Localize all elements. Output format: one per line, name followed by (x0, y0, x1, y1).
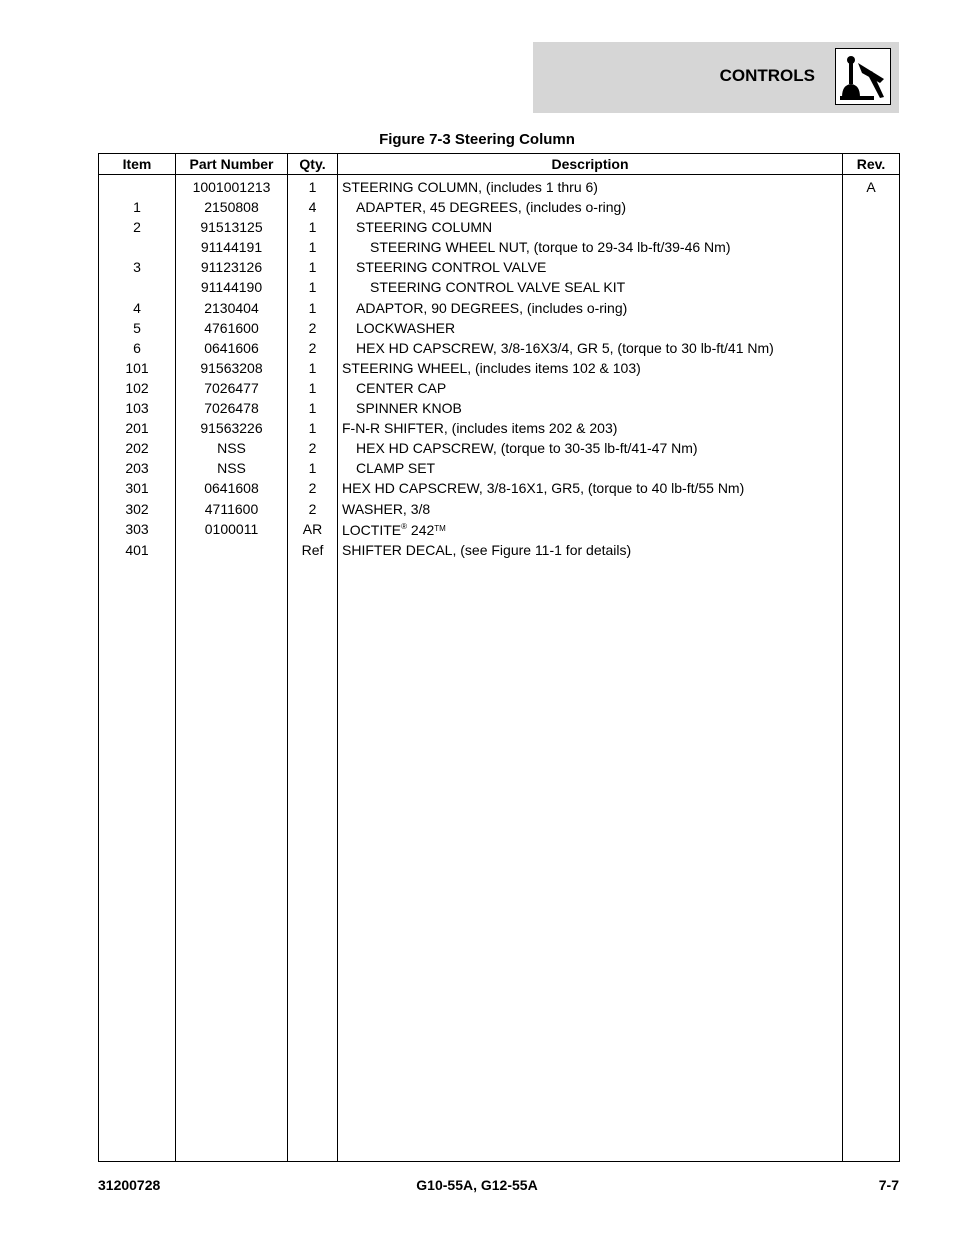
cell-qty: 1 (288, 418, 338, 438)
cell-rev (843, 237, 900, 257)
table-row (99, 298, 900, 318)
cell-description: STEERING WHEEL NUT, (torque to 29-34 lb-ft/39-46 Nm) (338, 237, 843, 257)
cell-description: ADAPTER, 45 DEGREES, (includes o-ring) (338, 197, 843, 217)
cell-description: HEX HD CAPSCREW, 3/8-16X1, GR5, (torque to 40 lb-ft/55 Nm) (338, 478, 843, 498)
registered-mark: ® (401, 521, 408, 531)
cell-part-number: 91123126 (176, 257, 288, 277)
cell-part-number: 1001001213 (176, 175, 288, 198)
filler-cell (99, 560, 176, 1162)
table-row (99, 378, 900, 398)
cell-qty: 1 (288, 217, 338, 237)
cell-item: 202 (99, 438, 176, 458)
cell-part-number: 91144191 (176, 237, 288, 257)
cell-item (99, 237, 176, 257)
cell-description: STEERING WHEEL, (includes items 102 & 103) (338, 358, 843, 378)
cell-rev (843, 458, 900, 478)
cell-item: 301 (99, 478, 176, 498)
cell-description: F-N-R SHIFTER, (includes items 202 & 203) (338, 418, 843, 438)
cell-item: 4 (99, 298, 176, 318)
table-row (99, 540, 900, 560)
cell-item: 401 (99, 540, 176, 560)
cell-item: 2 (99, 217, 176, 237)
cell-description: STEERING CONTROL VALVE (338, 257, 843, 277)
figure-title: Figure 7-3 Steering Column (379, 131, 575, 148)
cell-part-number: 0641606 (176, 338, 288, 358)
header-description: Description (338, 154, 843, 175)
cell-qty: Ref (288, 540, 338, 560)
cell-rev (843, 277, 900, 297)
cell-item (99, 175, 176, 198)
filler-cell (176, 560, 288, 1162)
cell-description: STEERING COLUMN (338, 217, 843, 237)
description-tail: 242 (407, 521, 435, 538)
cell-description: CLAMP SET (338, 458, 843, 478)
cell-rev (843, 398, 900, 418)
cell-part-number: 91144190 (176, 277, 288, 297)
header-rev: Rev. (843, 154, 900, 175)
cell-qty: 1 (288, 277, 338, 297)
cell-qty: 1 (288, 175, 338, 198)
table-row (99, 478, 900, 498)
cell-qty: 4 (288, 197, 338, 217)
cell-description: STEERING COLUMN, (includes 1 thru 6) (338, 175, 843, 198)
table-row (99, 338, 900, 358)
table-row (99, 257, 900, 277)
cell-rev (843, 318, 900, 338)
cell-part-number: 91563226 (176, 418, 288, 438)
footer-models: G10-55A, G12-55A (416, 1177, 538, 1193)
cell-part-number (176, 540, 288, 560)
cell-rev (843, 257, 900, 277)
controls-lever-icon (835, 48, 891, 105)
table-row (99, 418, 900, 438)
cell-qty: 1 (288, 398, 338, 418)
cell-description: HEX HD CAPSCREW, (torque to 30-35 lb-ft/41-47 Nm) (338, 438, 843, 458)
cell-part-number: 0100011 (176, 519, 288, 540)
table-row (99, 197, 900, 217)
cell-rev: A (843, 175, 900, 198)
cell-rev (843, 338, 900, 358)
cell-rev (843, 378, 900, 398)
table-row (99, 318, 900, 338)
table-row (99, 217, 900, 237)
cell-rev (843, 478, 900, 498)
cell-item: 1 (99, 197, 176, 217)
cell-part-number: 7026478 (176, 398, 288, 418)
cell-item: 6 (99, 338, 176, 358)
footer-page-number: 7-7 (878, 1177, 899, 1193)
cell-qty: 2 (288, 438, 338, 458)
section-header (533, 42, 899, 113)
table-row (99, 519, 900, 540)
cell-part-number: 4711600 (176, 499, 288, 519)
cell-part-number: 91513125 (176, 217, 288, 237)
cell-item: 5 (99, 318, 176, 338)
table-filler-row (99, 560, 900, 1162)
table-row (99, 438, 900, 458)
cell-item: 203 (99, 458, 176, 478)
cell-part-number: 2130404 (176, 298, 288, 318)
cell-item: 302 (99, 499, 176, 519)
cell-qty: 1 (288, 358, 338, 378)
cell-part-number: 4761600 (176, 318, 288, 338)
cell-item (99, 277, 176, 297)
cell-qty: 1 (288, 378, 338, 398)
cell-description: STEERING CONTROL VALVE SEAL KIT (338, 277, 843, 297)
cell-item: 3 (99, 257, 176, 277)
parts-table (98, 153, 900, 1162)
cell-description: ADAPTOR, 90 DEGREES, (includes o-ring) (338, 298, 843, 318)
cell-rev (843, 197, 900, 217)
filler-cell (288, 560, 338, 1162)
cell-rev (843, 540, 900, 560)
description-text: LOCTITE (342, 521, 402, 538)
cell-qty: 2 (288, 338, 338, 358)
cell-qty: 2 (288, 478, 338, 498)
cell-item: 101 (99, 358, 176, 378)
table-row (99, 458, 900, 478)
cell-rev (843, 519, 900, 540)
cell-rev (843, 217, 900, 237)
filler-cell (338, 560, 843, 1162)
cell-qty: 1 (288, 237, 338, 257)
cell-description: LOCKWASHER (338, 318, 843, 338)
cell-rev (843, 499, 900, 519)
cell-qty: AR (288, 519, 338, 540)
cell-description: WASHER, 3/8 (338, 499, 843, 519)
cell-item: 303 (99, 519, 176, 540)
cell-part-number: NSS (176, 438, 288, 458)
table-row (99, 175, 900, 198)
cell-qty: 1 (288, 298, 338, 318)
cell-item: 201 (99, 418, 176, 438)
cell-description: SPINNER KNOB (338, 398, 843, 418)
table-row (99, 358, 900, 378)
cell-part-number: 91563208 (176, 358, 288, 378)
cell-part-number: NSS (176, 458, 288, 478)
cell-item: 103 (99, 398, 176, 418)
table-row (99, 237, 900, 257)
table-row (99, 398, 900, 418)
trademark-mark: TM (434, 523, 446, 533)
header-item: Item (99, 154, 176, 175)
cell-part-number: 2150808 (176, 197, 288, 217)
table-row (99, 499, 900, 519)
table-header-row (99, 154, 900, 175)
header-part-number: Part Number (176, 154, 288, 175)
cell-rev (843, 358, 900, 378)
table-row (99, 277, 900, 297)
cell-description (338, 519, 843, 540)
cell-description: SHIFTER DECAL, (see Figure 11-1 for details) (338, 540, 843, 560)
cell-rev (843, 298, 900, 318)
cell-rev (843, 438, 900, 458)
filler-cell (843, 560, 900, 1162)
cell-qty: 2 (288, 499, 338, 519)
section-title: CONTROLS (719, 66, 815, 85)
cell-item: 102 (99, 378, 176, 398)
cell-description: CENTER CAP (338, 378, 843, 398)
header-qty: Qty. (288, 154, 338, 175)
cell-part-number: 7026477 (176, 378, 288, 398)
cell-qty: 1 (288, 458, 338, 478)
cell-part-number: 0641608 (176, 478, 288, 498)
footer-doc-number: 31200728 (98, 1177, 161, 1193)
cell-qty: 2 (288, 318, 338, 338)
cell-description: HEX HD CAPSCREW, 3/8-16X3/4, GR 5, (torque to 30 lb-ft/41 Nm) (338, 338, 843, 358)
cell-qty: 1 (288, 257, 338, 277)
cell-rev (843, 418, 900, 438)
